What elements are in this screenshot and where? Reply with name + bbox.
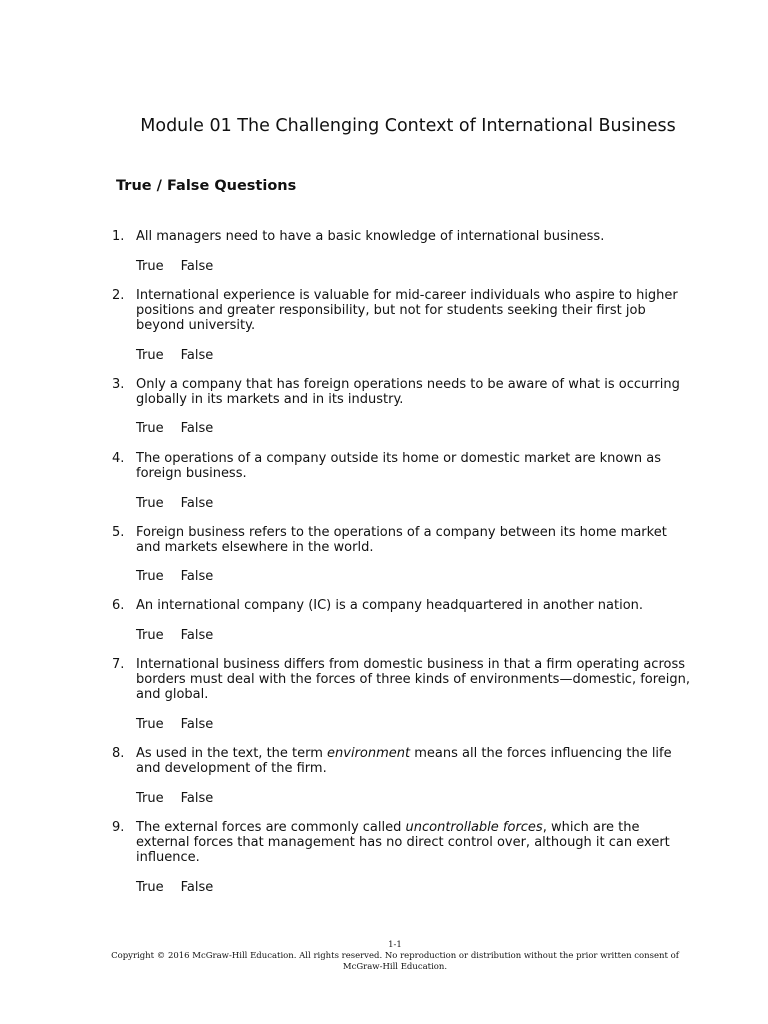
question-3: [112, 377, 692, 407]
question-5: [112, 525, 692, 555]
question-6: [112, 598, 692, 613]
true-option: True: [136, 496, 164, 511]
question-number: 2.: [112, 288, 125, 303]
answer-options-7: [136, 717, 230, 732]
question-number: 3.: [112, 377, 125, 392]
false-option: False: [180, 791, 214, 806]
answer-options-5: [136, 569, 230, 584]
page-number: 1-1: [388, 940, 402, 950]
question-text: All managers need to have a basic knowledge of international business.: [136, 229, 605, 244]
false-option: False: [180, 421, 214, 436]
false-option: False: [180, 628, 214, 643]
question-text: International business differs from domestic business in that a firm operating across borders must deal with the forces of three kinds of environments—domestic, foreign, and global.: [136, 657, 691, 702]
false-option: False: [180, 880, 214, 895]
true-option: True: [136, 348, 164, 363]
true-option: True: [136, 791, 164, 806]
question-text: As used in the text, the term environment means all the forces influencing the life and development of the firm.: [136, 746, 672, 776]
true-option: True: [136, 569, 164, 584]
answer-options-4: [136, 496, 230, 511]
question-number: 5.: [112, 525, 125, 540]
true-option: True: [136, 628, 164, 643]
answer-options-9: [136, 880, 230, 895]
true-option: True: [136, 259, 164, 274]
question-7: [112, 657, 692, 702]
question-text: The operations of a company outside its home or domestic market are known as foreign business.: [136, 451, 662, 481]
false-option: False: [180, 717, 214, 732]
question-9: [112, 820, 692, 865]
question-number: 6.: [112, 598, 125, 613]
false-option: False: [180, 569, 214, 584]
question-text: Only a company that has foreign operations needs to be aware of what is occurring globally in its markets and in its industry.: [136, 377, 680, 407]
answer-options-8: [136, 791, 230, 806]
true-option: True: [136, 717, 164, 732]
question-number: 4.: [112, 451, 125, 466]
copyright-line-2: McGraw-Hill Education.: [342, 962, 448, 972]
answer-options-1: [136, 259, 230, 274]
copyright-line-1: Copyright © 2016 McGraw-Hill Education. All rights reserved. No reproduction or distribution without the prior written consent of: [111, 951, 679, 961]
false-option: False: [180, 348, 214, 363]
answer-options-3: [136, 421, 230, 436]
question-text: Foreign business refers to the operations of a company between its home market and markets elsewhere in the world.: [136, 525, 667, 555]
question-1: [112, 229, 692, 244]
false-option: False: [180, 496, 214, 511]
page-footer: [100, 940, 690, 973]
question-number: 7.: [112, 657, 125, 672]
question-number: 1.: [112, 229, 125, 244]
question-number: 8.: [112, 746, 125, 761]
question-text: An international company (IC) is a company headquartered in another nation.: [136, 598, 644, 613]
true-option: True: [136, 880, 164, 895]
question-number: 9.: [112, 820, 125, 835]
module-title: Module 01 The Challenging Context of International Business: [140, 116, 676, 136]
question-text: International experience is valuable for mid-career individuals who aspire to higher positions and greater responsibility, but not for students seeking their first job beyond university.: [136, 288, 678, 333]
question-8: [112, 746, 692, 776]
false-option: False: [180, 259, 214, 274]
section-heading: True / False Questions: [116, 178, 297, 194]
question-text: The external forces are commonly called uncontrollable forces, which are the external forces that management has no direct control over, although it can exert influence.: [136, 820, 670, 865]
true-option: True: [136, 421, 164, 436]
question-4: [112, 451, 692, 481]
answer-options-2: [136, 348, 230, 363]
answer-options-6: [136, 628, 230, 643]
question-2: [112, 288, 692, 333]
